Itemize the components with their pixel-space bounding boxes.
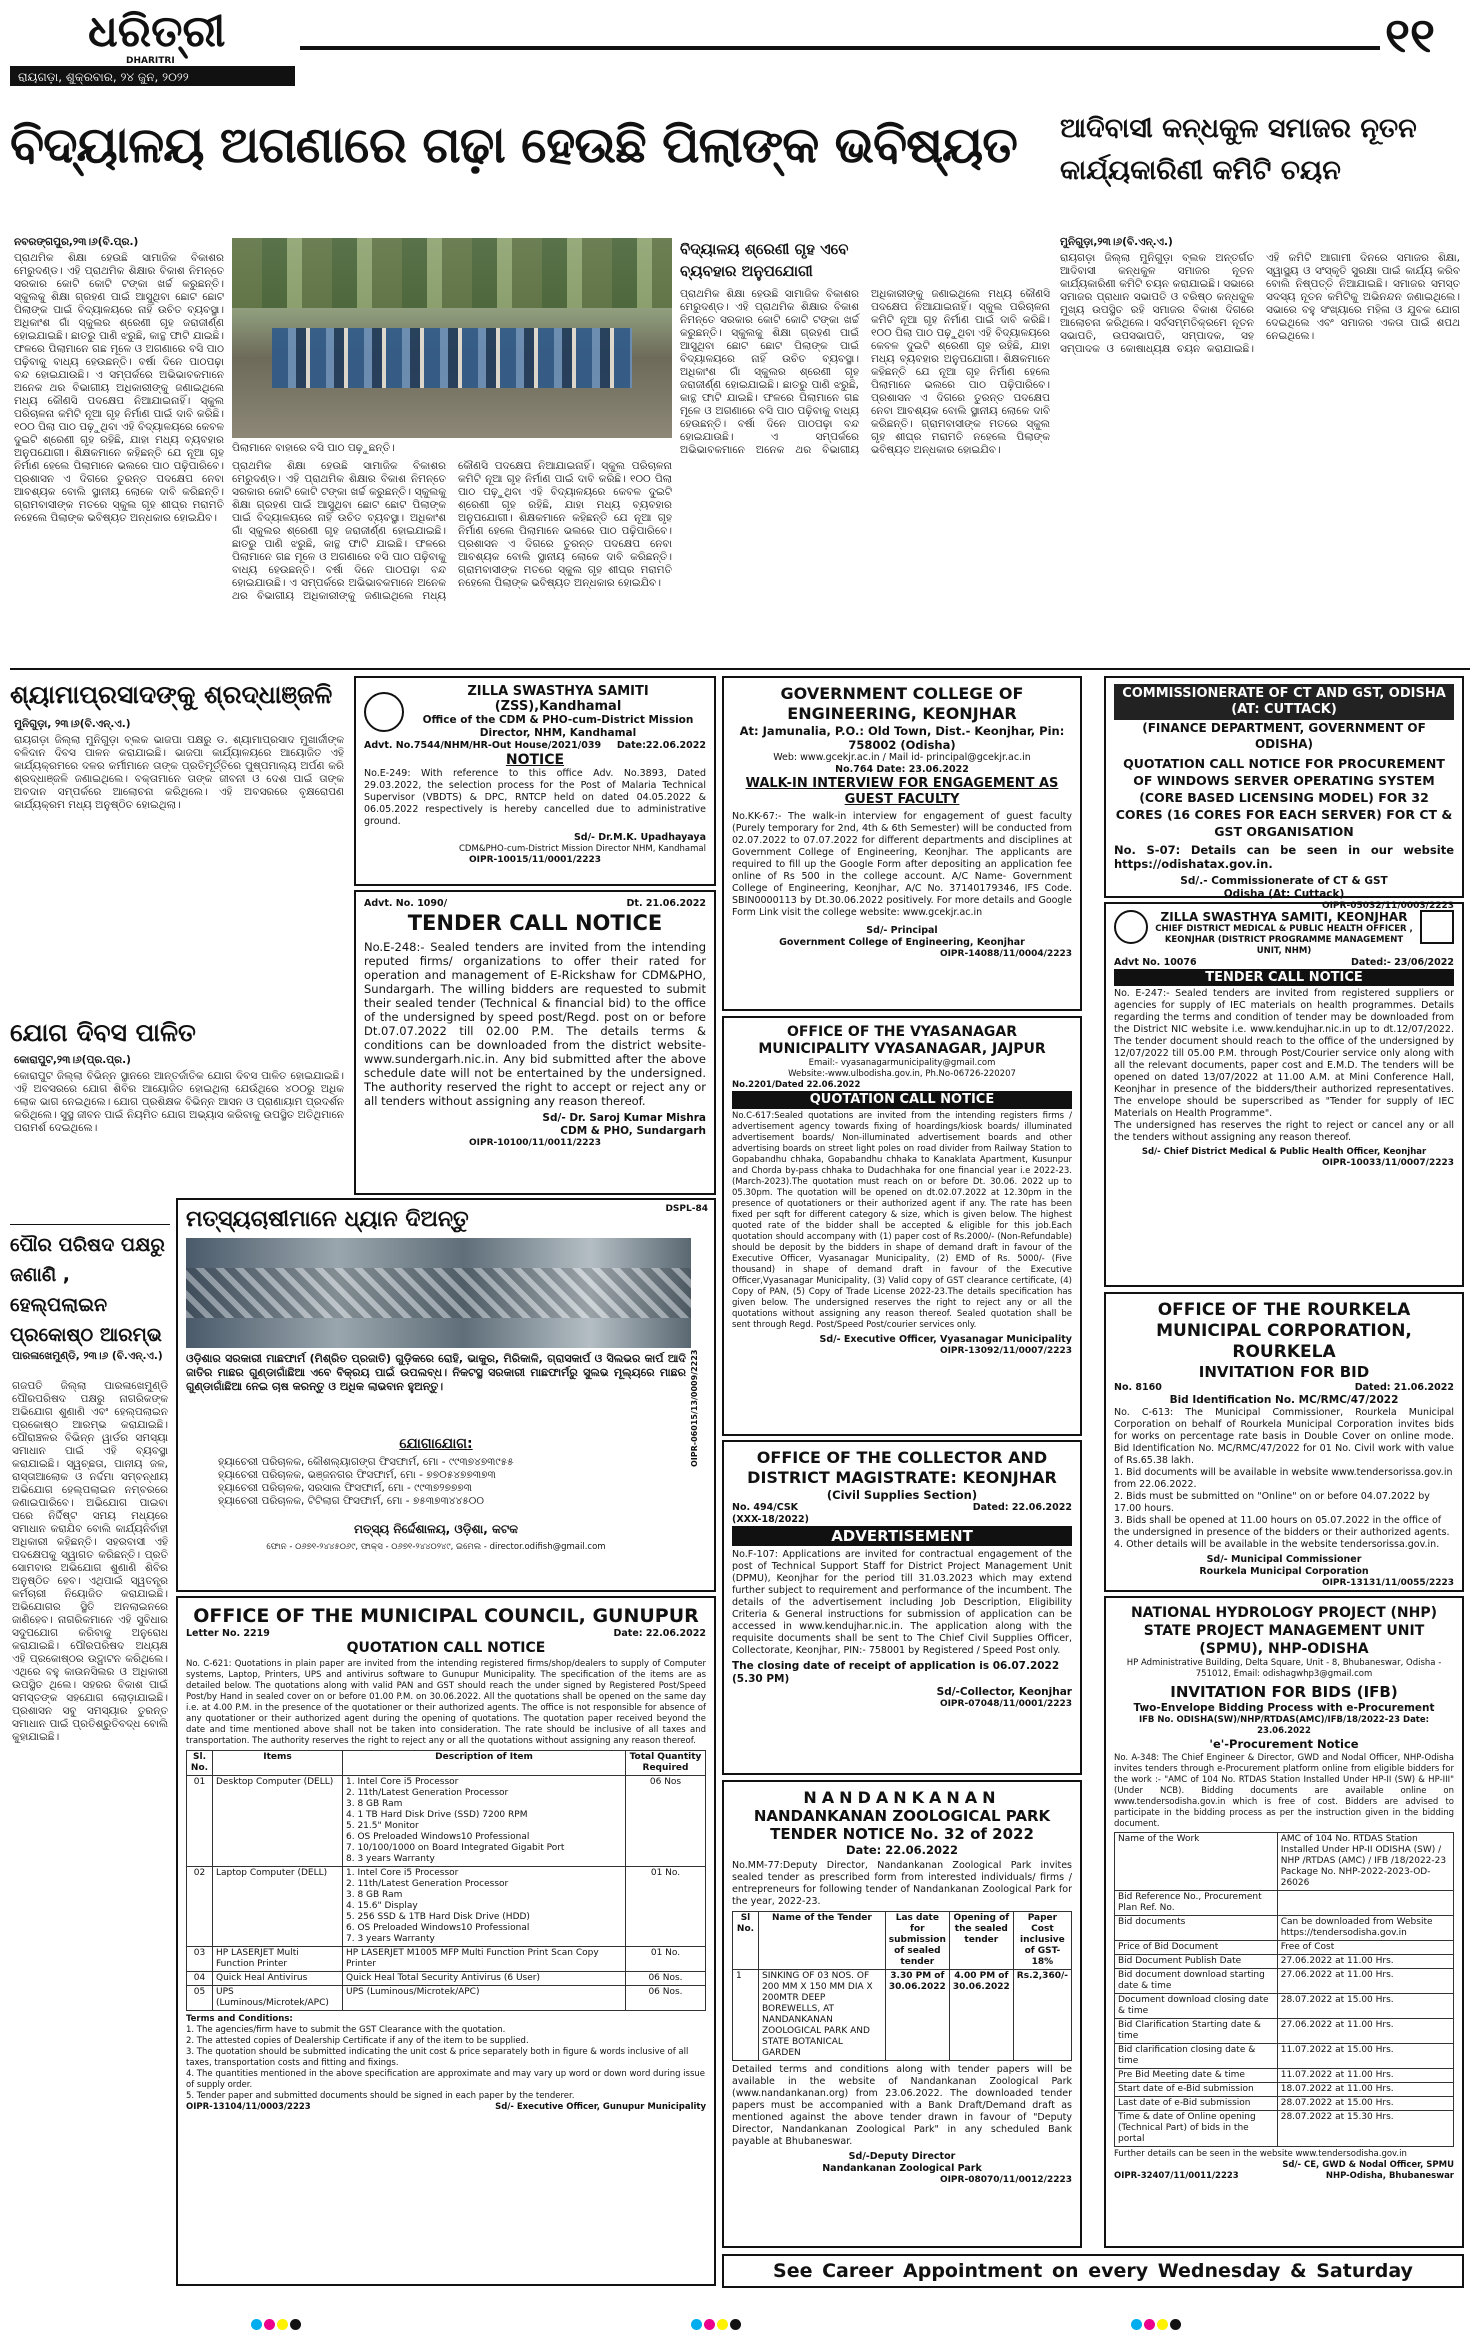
ad-ref: OIPR-08070/11/0012/2223 [939,2175,1072,2185]
divider [10,1224,170,1225]
table-cell: Free of Cost [1277,1941,1453,1955]
ad-nhp [1104,1596,1464,2248]
ad-sign2: Rourkela Municipal Corporation [1199,1566,1369,1577]
nhm-logo-icon [1420,910,1454,944]
table-cell: 01 No. [626,1947,706,1972]
registration-marks [250,2315,330,2334]
ad-title: OFFICE OF THE COLLECTOR AND DISTRICT MAGISTRATE: KEONJHAR [747,1448,1057,1487]
black-dot [290,2319,301,2330]
term-item: 1. The agencies/firm have to submit the GST Clearance with the quotation. [186,2025,506,2035]
lead-body-col3: ପ୍ରାଥମିକ ଶିକ୍ଷା ହେଉଛି ସାମାଜିକ ବିକାଶର ମେରୁଦଣ୍ଡ। ଏହି ପ୍ରାଥମିକ ଶିକ୍ଷାର ବିକାଶ ନିମନ୍ତେ ସରକାର କୋଟି କୋଟି ଟଙ୍କା ଖର୍ଚ୍ଚ କରୁଛନ୍ତି। ସ୍କୁଲକୁ ଶିକ୍ଷା ଗ୍ରହଣ ପାଇଁ ଆସୁଥିବା ଛୋଟ ଛୋଟ ପିଲାଙ୍କ ପାଇଁ ବିଦ୍ୟାଳୟରେ ନାହିଁ ଉଚିତ ବ୍ୟବସ୍ଥା। ଅଧିକାଂଶ ଗାଁ ସ୍କୁଲର ଶ୍ରେଣୀ ଗୃହ ଜରାଜୀର୍ଣ୍ଣ ହୋଇଯାଇଛି। ଛାତରୁ ପାଣି ଝରୁଛି, କାନ୍ଥ ଫାଟି ଯାଇଛି। ଫଳରେ ପିଲାମାନେ ଗଛ ମୂଳେ ଓ ଅଗଣାରେ ବସି ପାଠ ପଢ଼ିବାକୁ ବାଧ୍ୟ ହେଉଛନ୍ତି। ବର୍ଷା ଦିନେ ପାଠପଢ଼ା ବନ୍ଦ ହୋଇଯାଉଛି। ଏ ସମ୍ପର୍କରେ ଅଭିଭାବକମାନେ ଅନେକ ଥର ବିଭାଗୀୟ ଅଧିକାରୀଙ୍କୁ ଜଣାଇଥିଲେ ମଧ୍ୟ କୌଣସି ପଦକ୍ଷେପ ନିଆଯାଇନାହିଁ। ସ୍କୁଲ ପରିଚାଳନା କମିଟି ନୂଆ ଗୃହ ନିର୍ମାଣ ପାଇଁ ଦାବି କରିଛି। ୧୦୦ ପିଲା ପାଠ ପଢ଼ୁଥିବା ଏହି ବିଦ୍ୟାଳୟରେ କେବଳ ଦୁଇଟି ଶ୍ରେଣୀ ଗୃହ ରହିଛି, ଯାହା ମଧ୍ୟ ବ୍ୟବହାର ଅନୁପଯୋଗୀ। ଶିକ୍ଷକମାନେ କହିଛନ୍ତି ଯେ ନୂଆ ଗୃହ ନିର୍ମାଣ ହେଲେ ପିଲାମାନେ ଭଲରେ ପାଠ ପଢ଼ିପାରିବେ। ପ୍ରଶାସନ ଏ ଦିଗରେ ତୁରନ୍ତ ପଦକ୍ଷେପ ନେବା ଆବଶ୍ୟକ ବୋଲି ସ୍ଥାନୀୟ ଲୋକେ ଦାବି କରିଛନ୍ତି। ଗ୍ରାମବାସୀଙ୍କ ମତରେ ସ୍କୁଲ ଗୃହ ଶୀଘ୍ର ମରାମତି ନହେଲେ ପିଲାଙ୍କ ଭବିଷ୍ୟତ ଅନ୍ଧକାର ହୋଇଯିବ। [680,288,1050,456]
ad-body: ଓଡ଼ିଶାର ସରକାରୀ ମାଛଫାର୍ମ (ମିଶ୍ରିତ ପ୍ରଜାତି) ଗୁଡ଼ିକରେ ରୋହି, ଭାକୁର, ମିରିକାଳି, ଗ୍ରାସକାର୍ପ ଓ ସିଲଭର କାର୍ପ ଆଦି ଜାତିର ମାଛର ଗୁଣ୍ଡାଗାଁଛିଆ ଏବେ ବିକ୍ରୟ ପାଇଁ ଉପଲବ୍ଧ। ନିକଟସ୍ଥ ସରକାରୀ ମାଛଫାର୍ମରୁ ସୁଲଭ ମୂଲ୍ୟରେ ମାଛର ଗୁଣ୍ଡାଗାଁଛିଆ ନେଇ ଚାଷ କରନ୍ତୁ ଓ ଅଧିକ ଲାଭବାନ ହୁଅନ୍ତୁ। [186,1352,686,1393]
table-cell: 4.00 PM of 30.06.2022 [949,1970,1013,2061]
ad-letter: Letter No. 2219 [186,1628,270,1639]
table-header: Name of the Tender [759,1912,886,1970]
nandankanan-logo: NANDANKANAN [803,1788,1001,1807]
table-cell: 04 [187,1972,213,1986]
table-row [187,1867,706,1947]
ad-sign2: NHP-Odisha, Bhubaneswar [1325,2171,1454,2181]
registration-marks [690,2315,770,2334]
ad-body: No. E-247:- Sealed tenders are invited from registered suppliers or agencies for supply of IEC materials on health programmes. Details regarding the terms and condition of tender may be downloaded from the District NIC website i.e. www.kendujhar.nic.in up to dt.12/07/2022. The tender document should reach to the office of the undersigned by 12/07/2022 till 05.00 P.M. through Post/Courier service only along with all the relevant documents, paper cost and E.M.D. The tenders will be opened on dated 13/07/2022 at 11.00 A.M. at Mini Conference Hall, Keonjhar in presence of the bidders/their authorized representatives. The envelope should be superscribed as "Tender for supply of IEC Materials on Health Programme". [1114,988,1454,1119]
ad-sign: Sd/- Executive Officer, Gunupur Municipality [495,2102,706,2112]
ad-date: Dt. 21.06.2022 [626,898,706,909]
table-cell: Document download closing date & time [1115,1994,1278,2019]
table-cell: 06 Nos. [626,1972,706,1986]
ad-no: No. 8160 [1114,1382,1162,1393]
ad-no: No.2201/Dated 22.06.2022 [732,1080,861,1090]
emblem-icon [364,692,404,732]
table-cell: 06 Nos [626,1776,706,1867]
ad-title: OFFICE OF THE ROURKELA MUNICIPAL CORPORATION, ROURKELA [1156,1300,1412,1362]
ad-nandankanan [722,1780,1082,2248]
ad-body: No. C-621: Quotations in plain paper are invited from the intending registered firms/shop/dealers to supply of Computer systems, Laptop, Printers, UPS and antivirus software to Gunupur Municipality. The specification of the items are as detailed below. The quotations along with valid PAN and GST should reach the under signed by Registered Post/Speed Post/by Hand in sealed cover on or before 01.00 P.M. on 30.06.2022. All the quotations shall be opened on the same day i.e. at 4.00 P.M. in the presence of the quotationer or their authorized agents. The office is not responsible for absence of any quotationer or their authorized agent during the opening of quotations. The quotation paper received beyond the date and time mentioned above shall not be taken into consideration. The rate should be inclusive of all taxes and transportation. The authority reserves the right to reject any or all the quotations without assigning any reason thereof. [186,1659,706,1746]
ad-sign2: Government College of Engineering, Keonjhar [779,937,1025,948]
ad-sign2: CDM&PHO-cum-District Mission Director NHM, Kandhamal [459,844,706,854]
ad-no: No. 494/CSK [732,1502,799,1513]
table-cell: 11.07.2022 at 11.00 Hrs. [1277,2069,1453,2083]
ad-heading: INVITATION FOR BIDS (IFB) [1170,1683,1398,1701]
page-number: ୧୧ [1385,8,1436,64]
magenta-dot [264,2319,275,2330]
story3-dateline: କୋରାପୁଟ,୨୩।୬(ପ୍ର.ପ୍ର.) [14,1054,131,1066]
footer-banner [722,2254,1464,2288]
ad-sign: Sd/- Municipal Commissioner [1206,1554,1362,1565]
table-cell: Time & date of Online opening (Technical Part) of bids in the portal [1115,2111,1278,2147]
ad-closing: The closing date of receipt of application is 06.07.2022 (5.30 PM) [732,1660,1060,1685]
ad-ref: OIPR-32407/11/0011/2223 [1114,2171,1239,2181]
ad-body: No.F-107: Applications are invited for contractual engagement of the post of Technical Support Staff for District Project Management Unit (DPMU), Keonjhar for the period till 31.03.2023 which may extend further subject to requirement and performance of the incumbent. The details of the advertisement including Job Description, Eligibility Criteria & General instructions for submission of application can be accessed in www.kendujhar.nic.in. The application along with the requisite documents shall be sent to The Chief Civil Supplies Officer, Collectorate, Keonjhar, PIN:- 758001 by Registered / Speed Post only. [732,1549,1072,1656]
table-row [1115,1969,1454,1994]
ad-ref: OIPR-10015/11/0001/2223 [468,855,602,865]
ad-subtitle: (Civil Supplies Section) [826,1488,978,1502]
ad-body: No. S-07: Details can be seen in our website https://odishatax.gov.in. [1114,843,1454,871]
ad-title: OFFICE OF THE MUNICIPAL COUNCIL, GUNUPUR [193,1605,699,1627]
ad-body: No.MM-77:Deputy Director, Nandankanan Zoological Park invites sealed tender as prescribed form from interested individuals/ firms / entrepreneurs for following tender of Nandankanan Zoological Park for the year, 2022-23. [732,1860,1072,1907]
table-row [1115,2083,1454,2097]
table-cell: 28.07.2022 at 15.30 Hrs. [1277,2111,1453,2147]
dateline-bar [10,66,295,86]
table-header: Sl. No. [187,1751,213,1776]
table-cell: 27.06.2022 at 11.00 Hrs. [1277,1955,1453,1969]
ad-no: No.764 Date: 23.06.2022 [835,764,969,775]
dateline: ରାୟଗଡ଼ା, ଶୁକ୍ରବାର, ୨୪ ଜୁନ, ୨୦୨୨ [18,70,189,84]
table-cell: Start date of e-Bid submission [1115,2083,1278,2097]
ad-ref: OIPR-13131/11/0055/2223 [1321,1578,1454,1588]
lead-headline: ବିଦ୍ୟାଳୟ ଅଗଣାରେ ଗଢ଼ା ହେଉଛି ପିଲାଙ୍କ ଭବିଷ୍ୟତ [10,116,1017,174]
list-item: 1. Bid documents will be available in website www.tendersorissa.gov.in from 22.06.2022. [1114,1467,1453,1490]
table-row [187,1947,706,1972]
ad-web: Website:-www.ulbodisha.gov.in, Ph.No-06726-220207 [788,1069,1016,1079]
table-cell: Can be downloaded from Website https://tendersodisha.gov.in [1277,1916,1453,1941]
ad-ref: OIPR-10100/11/0011/2223 [468,1138,602,1148]
table-header: Sl No. [733,1912,759,1970]
ad-footer: Detailed terms and conditions along with tender papers will be available in the website of Nandankanan Zoological Park (www.nandankanan.org) from 23.06.2022. The downloaded tender papers must be accompanied with a Bank Draft/Demand draft as mentioned against the above tender drawn in favour of "Deputy Director, Nandankanan Zoological Park" in any scheduled Bank payable at Bhubaneswar. [732,2064,1072,2147]
ad-web: Web: www.gcekjr.ac.in / Mail id- principal@gcekjr.ac.in [773,752,1031,763]
table-header: Total Quantity Required [626,1751,706,1776]
table-header: Paper Cost inclusive of GST-18% [1013,1912,1071,1970]
ad-ref: OIPR-13092/11/0007/2223 [939,1346,1072,1356]
ad-sign: Sd/-Collector, Keonjhar [936,1686,1072,1698]
ad-heading: QUOTATION CALL NOTICE [732,1091,1072,1109]
ad-advt: Advt No. 10076 [1114,957,1197,968]
ad-zss-kandhamal [354,676,716,886]
table-cell: 02 [187,1867,213,1947]
table-row [187,1776,706,1867]
tender-table [732,1911,1072,2061]
contact-line: ହ୍ୟାଚେରୀ ପରିଚାଳକ, ଟିଟିଲାଗ ଫିସଫାର୍ମ, ମୋ - ୭୫୩୭୩୪୪୫୦୦ [218,1495,484,1507]
table-row [1115,1833,1454,1891]
bid-table [1114,1832,1454,2147]
lead-subhead: ବିଦ୍ୟାଳୟ ଶ୍ରେଣୀ ଗୃହ ଏବେ ବ୍ୟବହାର ଅନୁପଯୋଗୀ [680,240,849,280]
contact-line: ହ୍ୟାଚେରୀ ପରିଚାଳକ, କୌଶଲ୍ୟାଗଙ୍ଗ ଫିସଫାର୍ମ, ମୋ - ୯୯୩୭୪୭୩୯୫୫ [218,1456,514,1468]
cyan-dot [251,2319,262,2330]
ad-title: ZILLA SWASTHYA SAMITI, KEONJHAR [1160,910,1408,924]
ad-gunupur [176,1596,716,2286]
table-row [187,1986,706,2011]
ad-heading: QUOTATION CALL NOTICE [346,1640,546,1656]
table-cell: 01 [187,1776,213,1867]
table-cell: Bid Document Publish Date [1115,1955,1278,1969]
story2-headline: ଶ୍ୟାମାପ୍ରସାଦଙ୍କୁ ଶ୍ରଦ୍ଧାଞ୍ଜଳି [10,680,333,709]
ad-no2: (XXX-18/2022) [732,1514,809,1525]
divider [10,668,1470,670]
table-cell: 28.07.2022 at 15.00 Hrs. [1277,1994,1453,2019]
yellow-dot [1157,2319,1168,2330]
table-cell: 1. Intel Core i5 Processor 2. 11th/Latest Generation Processor 3. 8 GB Ram 4. 15.6" Display 5. 256 SSD & 1TB Hard Disk Drive (HDD) 6. OS Preloaded Windows10 Professional 7. 3 years Warranty [343,1867,626,1947]
ad-heading: ମତ୍ସ୍ୟଚାଷୀମାନେ ଧ୍ୟାନ ଦିଅନ୍ତୁ [186,1207,469,1232]
table-cell: Bid Clarification Starting date & time [1115,2019,1278,2044]
term-item: 5. Tender paper and submitted documents should be signed in each paper by the tenderer. [186,2091,575,2101]
fish-photo [186,1238,691,1348]
ad-collector-keonjhar [722,1440,1082,1775]
ad-sign: Sd/- Principal [866,925,938,936]
contact-line: ହ୍ୟାଚେରୀ ପରିଚାଳକ, ଭଞ୍ଜନଗର ଫିସଫାର୍ମ, ମୋ - ୭୭୦୫୪୭୭୩୭୩ [218,1469,496,1481]
table-row [1115,2069,1454,2083]
ad-fisheries [176,1198,716,1592]
table-cell: 27.06.2022 at 11.00 Hrs. [1277,2019,1453,2044]
side-headline: ଆଦିବାସୀ କନ୍ଧକୁଳ ସମାଜର ନୂତନ କାର୍ଯ୍ୟକାରିଣୀ କମିଟି ଚୟନ [1060,113,1417,186]
ad-ctgst [1104,676,1464,911]
lead-photo [232,238,672,438]
table-cell: Pre Bid Meeting date & time [1115,2069,1278,2083]
story4-headline: ପୌର ପରିଷଦ ପକ୍ଷରୁ ଜଣାଣି , ହେଲ୍ପଲାଇନ ପ୍ରକୋଷ୍ଠ ଆରମ୍ଭ [10,1234,165,1346]
table-row [1115,2111,1454,2147]
emblem-icon [1114,910,1148,944]
ad-title: OFFICE OF THE VYASANAGAR MUNICIPALITY VYASANAGAR, JAJPUR [758,1024,1046,1057]
contact-line: ହ୍ୟାଚେରୀ ପରିଚାଳକ, ସରସାଲ ଫିସଫାର୍ମ, ମୋ - ୯୯୩୭୨୭୭୭୩ [218,1482,472,1494]
ad-heading: ADVERTISEMENT [732,1526,1072,1546]
table-row [1115,1891,1454,1916]
table-cell: AMC of 104 No. RTDAS Station Installed Under HP-II ODISHA (SW) / NHP /RTDAS (AMC) / IFB /18/2022-23 Package No. NHP-2022-2023-OD-26026 [1277,1833,1453,1891]
table-cell [1277,1891,1453,1916]
ad-issuer: ମତ୍ସ୍ୟ ନିର୍ଦ୍ଦେଶାଳୟ, ଓଡ଼ିଶା, କଟକ [353,1522,519,1536]
ad-ifb: IFB No. ODISHA(SW)/NHP/RTDAS(AMC)/IFB/18/2022-23 Date: 23.06.2022 [1138,1715,1430,1736]
ad-sign: Sd/- Chief District Medical & Public Health Officer, Keonjhar [1141,1147,1427,1157]
ad-bid-id: Bid Identification No. MC/RMC/47/2022 [1169,1394,1399,1406]
table-cell: 01 No. [626,1867,706,1947]
ad-subtitle: CHIEF DISTRICT MEDICAL & PUBLIC HEALTH OFFICER , KEONJHAR (DISTRICT PROGRAMME MANAGEMENT UNIT, NHM) [1155,924,1413,956]
table-header: Opening of the sealed tender [949,1912,1013,1970]
black-dot [1170,2319,1181,2330]
table-row [1115,1994,1454,2019]
ad-body: No. C-613: The Municipal Commissioner, Rourkela Municipal Corporation on behalf of Rourkela Municipal Corporation invites bids for works on percentage rate basis in Double Cover on online mode. Bid Identification No. MC/RMC/47/2022 for 01 No. Civil work with value of Rs.65.38 lakh. [1114,1407,1454,1466]
ad-title: COMMISSIONERATE OF CT AND GST, ODISHA (AT: CUTTACK) [1114,684,1454,720]
table-cell: Quick Heal Antivirus [213,1972,343,1986]
ad-date: Date: 22.06.2022 [613,1628,706,1639]
ad-title: NATIONAL HYDROLOGY PROJECT (NHP) STATE PROJECT MANAGEMENT UNIT (SPMU), NHP-ODISHA [1130,1605,1438,1657]
magenta-dot [704,2319,715,2330]
ad-sign2: Nandankanan Zoological Park [822,2163,982,2174]
table-header: Items [213,1751,343,1776]
table-cell: 28.07.2022 at 15.00 Hrs. [1277,2097,1453,2111]
table-cell: 3.30 PM of 30.06.2022 [885,1970,949,2061]
masthead-logo: ଧରିତ୍ରୀ [88,6,226,57]
table-cell: UPS (Luminous/Microtek/APC) [343,1986,626,2011]
ad-body2: The undersigned has reserves the right to reject or cancel any or all the tenders without assigning any reason thereof. [1114,1120,1454,1143]
ad-date: Dated:- 23/06/2022 [1351,957,1454,968]
ad-sign: Sd/- Dr. Saroj Kumar Mishra [542,1112,706,1124]
terms-heading: Terms and Conditions: [186,2014,293,2024]
ad-ref: OIPR-05032/11/0003/2223 [1321,901,1454,911]
side-body: ରାୟଗଡ଼ା ଜିଲ୍ଲା ମୁନିଗୁଡ଼ା ବ୍ଲକ ଅନ୍ତର୍ଗତ ଆଦିବାସୀ କନ୍ଧକୁଳ ସମାଜର ନୂତନ କାର୍ଯ୍ୟକାରିଣୀ କମିଟି ଚୟନ କରାଯାଇଛି। ସଭାରେ ସମାଜର ପ୍ରାଧାନ ସଭାପତି ଓ ବରିଷ୍ଠ କନ୍ଧକୁଳ ମୁଖ୍ୟ ଉପସ୍ଥିତ ରହି ସମାଜର ବିକାଶ ଦିଗରେ ଆଲୋଚନା କରିଥିଲେ। ସର୍ବସମ୍ମତିକ୍ରମେ ନୂତନ ସଭାପତି, ଉପସଭାପତି, ସମ୍ପାଦକ, ସହ ସମ୍ପାଦକ ଓ କୋଷାଧ୍ୟକ୍ଷ ଚୟନ କରାଯାଇଛି। ଏହି କମିଟି ଆଗାମୀ ଦିନରେ ସମାଜର ଶିକ୍ଷା, ସ୍ୱାସ୍ଥ୍ୟ ଓ ସଂସ୍କୃତି ସୁରକ୍ଷା ପାଇଁ କାର୍ଯ୍ୟ କରିବ ବୋଲି ନିଷ୍ପତ୍ତି ନିଆଯାଇଛି। ସମାଜର ସମସ୍ତ ସଦସ୍ୟ ନୂତନ କମିଟିକୁ ଅଭିନନ୍ଦନ ଜଣାଇଥିଲେ। ସଭାରେ ବହୁ ସଂଖ୍ୟାରେ ମହିଳା ଓ ଯୁବକ ଯୋଗ ଦେଇଥିଲେ ଏବଂ ସମାଜର ଏକତା ପାଇଁ ଶପଥ ନେଇଥିଲେ। [1060,252,1460,355]
table-cell: Desktop Computer (DELL) [213,1776,343,1867]
ad-ref: OIPR-13104/11/0003/2223 [186,2102,311,2112]
table-cell: Quick Heal Total Security Antivirus (6 User) [343,1972,626,1986]
lead-body-col1: ପ୍ରାଥମିକ ଶିକ୍ଷା ହେଉଛି ସାମାଜିକ ବିକାଶର ମେରୁଦଣ୍ଡ। ଏହି ପ୍ରାଥମିକ ଶିକ୍ଷାର ବିକାଶ ନିମନ୍ତେ ସରକାର କୋଟି କୋଟି ଟଙ୍କା ଖର୍ଚ୍ଚ କରୁଛନ୍ତି। ସ୍କୁଲକୁ ଶିକ୍ଷା ଗ୍ରହଣ ପାଇଁ ଆସୁଥିବା ଛୋଟ ଛୋଟ ପିଲାଙ୍କ ପାଇଁ ବିଦ୍ୟାଳୟରେ ନାହିଁ ଉଚିତ ବ୍ୟବସ୍ଥା। ଅଧିକାଂଶ ଗାଁ ସ୍କୁଲର ଶ୍ରେଣୀ ଗୃହ ଜରାଜୀର୍ଣ୍ଣ ହୋଇଯାଇଛି। ଛାତରୁ ପାଣି ଝରୁଛି, କାନ୍ଥ ଫାଟି ଯାଇଛି। ଫଳରେ ପିଲାମାନେ ଗଛ ମୂଳେ ଓ ଅଗଣାରେ ବସି ପାଠ ପଢ଼ିବାକୁ ବାଧ୍ୟ ହେଉଛନ୍ତି। ବର୍ଷା ଦିନେ ପାଠପଢ଼ା ବନ୍ଦ ହୋଇଯାଉଛି। ଏ ସମ୍ପର୍କରେ ଅଭିଭାବକମାନେ ଅନେକ ଥର ବିଭାଗୀୟ ଅଧିକାରୀଙ୍କୁ ଜଣାଇଥିଲେ ମଧ୍ୟ କୌଣସି ପଦକ୍ଷେପ ନିଆଯାଇନାହିଁ। ସ୍କୁଲ ପରିଚାଳନା କମିଟି ନୂଆ ଗୃହ ନିର୍ମାଣ ପାଇଁ ଦାବି କରିଛି। ୧୦୦ ପିଲା ପାଠ ପଢ଼ୁଥିବା ଏହି ବିଦ୍ୟାଳୟରେ କେବଳ ଦୁଇଟି ଶ୍ରେଣୀ ଗୃହ ରହିଛି, ଯାହା ମଧ୍ୟ ବ୍ୟବହାର ଅନୁପଯୋଗୀ। ଶିକ୍ଷକମାନେ କହିଛନ୍ତି ଯେ ନୂଆ ଗୃହ ନିର୍ମାଣ ହେଲେ ପିଲାମାନେ ଭଲରେ ପାଠ ପଢ଼ିପାରିବେ। ପ୍ରଶାସନ ଏ ଦିଗରେ ତୁରନ୍ତ ପଦକ୍ଷେପ ନେବା ଆବଶ୍ୟକ ବୋଲି ସ୍ଥାନୀୟ ଲୋକେ ଦାବି କରିଛନ୍ତି। ଗ୍ରାମବାସୀଙ୍କ ମତରେ ସ୍କୁଲ ଗୃହ ଶୀଘ୍ର ମରାମତି ନହେଲେ ପିଲାଙ୍କ ଭବିଷ୍ୟତ ଅନ୍ଧକାର ହୋଇଯିବ। [14,252,224,524]
ad-body: No. A-348: The Chief Engineer & Director, GWD and Nodal Officer, NHP-Odisha invites tenders through e-Procurement platform online from eligible bidders for the work :- "AMC of 104 No. RTDAS Station Installed Under HP-II (SW) & HP-III" (Under NCB). Bidding documents are available online on www.tendersodisha.gov.in which is free of cost. Bidders are advised to participate in the bidding process as per the instruction given in the bidding document. [1114,1753,1454,1829]
table-cell: 18.07.2022 at 11.00 Hrs. [1277,2083,1453,2097]
ad-rourkela [1104,1292,1464,1592]
side-dateline: ମୁନିଗୁଡ଼ା,୨୩।୬(ବି.ଏନ୍.ଏ.) [1060,236,1173,248]
masthead-rule [300,46,1380,50]
masthead [10,6,1470,88]
yellow-dot [717,2319,728,2330]
masthead-logo-sub: DHARITRI [126,56,175,66]
ad-heading: NOTICE [505,752,565,768]
ad-sign: Sd/.- Commissionerate of CT & GST [1180,875,1388,887]
ad-subtitle: Office of the CDM & PHO-cum-District Mission Director, NHM, Kandhamal [422,714,694,739]
ad-title: ZILLA SWASTHYA SAMITI (ZSS),Kandhamal [467,684,649,714]
table-header: Description of Item [343,1751,626,1776]
ad-ref: OIPR-07048/11/0001/2223 [939,1699,1072,1709]
table-cell: 11.07.2022 at 15.00 Hrs. [1277,2044,1453,2069]
lead-photo-caption: ପିଲାମାନେ ବାହାରେ ବସି ପାଠ ପଢ଼ୁଛନ୍ତି। [232,442,395,454]
ad-sign: Sd/- Executive Officer, Vyasanagar Municipality [819,1334,1072,1345]
term-item: 2. The attested copies of Dealership Certificate if any of the item to be supplied. [186,2036,529,2046]
table-cell: 1 [733,1970,759,2061]
table-row [1115,1916,1454,1941]
table-header: Las date for submission of sealed tender [885,1912,949,1970]
story4-dateline: ପାରଳାଖେମୁଣ୍ଡି, ୨୩।୬ (ବି.ଏନ୍.ଏ.) [12,1350,163,1362]
story2-dateline: ମୁନିଗୁଡ଼ା, ୨୩।୬(ବି.ଏନ୍.ଏ.) [14,718,131,730]
table-row [187,1972,706,1986]
terms-list [186,2025,706,2102]
ad-body: No.KK-67:- The walk-in interview for engagement of guest faculty (Purely temporary for 2nd, 4th & 6th Semester) will be conducted from 02.07.2022 to 07.07.2022 for different departments and disciplines at Government College of Engineering, Keonjhar. The applicants are required to fill up the Google Form after depositing an application fee online of Rs 500 in the college account. A/C Name- Government College of Engineering, Keonjhar, A/C No. 37140179346, IFS Code. SBIN0000113 by Dt.30.06.2022 positively. For more details and Google Form Link visit the college website: www.gcekjr.ac.in [732,811,1072,918]
table-cell: Laptop Computer (DELL) [213,1867,343,1947]
ad-contact-heading: ଯୋଗାଯୋଗ: [399,1436,473,1452]
ad-sign: Sd/- Dr.M.K. Upadhayaya [573,832,706,843]
table-cell: 27.06.2022 at 11.00 Hrs. [1277,1969,1453,1994]
table-cell: Bid clarification closing date & time [1115,2044,1278,2069]
items-table [186,1750,706,2011]
table-cell: Bid document download starting date & time [1115,1969,1278,1994]
table-row [1115,2019,1454,2044]
ad-sign2: CDM & PHO, Sundargarh [560,1125,706,1137]
list-item: 2. Bids must be submitted on "Online" on or before 04.07.2022 by 17.00 hours. [1114,1491,1430,1514]
ad-code: DSPL-84 [665,1204,708,1214]
story4-body: ଗଜପତି ଜିଲ୍ଲା ପାରଳାଖେମୁଣ୍ଡି ପୌରପରିଷଦ ପକ୍ଷରୁ ନାଗରିକଙ୍କ ଅଭିଯୋଗ ଶୁଣାଣି ଏବଂ ହେଲ୍ପଲାଇନ ପ୍ରକୋଷ୍ଠ ଆରମ୍ଭ କରାଯାଇଛି। ପୌରାଞ୍ଚଳର ବିଭିନ୍ନ ୱାର୍ଡର ସମସ୍ୟା ସମାଧାନ ପାଇଁ ଏହି ବ୍ୟବସ୍ଥା କରାଯାଇଛି। ସ୍ୱଚ୍ଛତା, ପାନୀୟ ଜଳ, ରାସ୍ତାଆଲୋକ ଓ ନର୍ଦ୍ଦମା ସମ୍ବନ୍ଧୀୟ ଅଭିଯୋଗ ହେଲ୍ପଲାଇନ ନମ୍ବରରେ ଜଣାଇପାରିବେ। ଅଭିଯୋଗ ପାଇବା ପରେ ନିର୍ଦ୍ଦିଷ୍ଟ ସମୟ ମଧ୍ୟରେ ସମାଧାନ କରାଯିବ ବୋଲି କାର୍ଯ୍ୟନିର୍ବାହୀ ଅଧିକାରୀ କହିଛନ୍ତି। ସହରବାସୀ ଏହି ପଦକ୍ଷେପକୁ ସ୍ୱାଗତ କରିଛନ୍ତି। ପ୍ରତି ସୋମବାର ଅଭିଯୋଗ ଶୁଣାଣି ଶିବିର ଅନୁଷ୍ଠିତ ହେବ। ଏଥିପାଇଁ ସ୍ୱତନ୍ତ୍ର କର୍ମଚାରୀ ନିୟୋଜିତ କରାଯାଇଛି। ଅଭିଯୋଗର ସ୍ଥିତି ଅନଲାଇନରେ ଜାଣିହେବ। ନାଗରିକମାନେ ଏହି ସୁବିଧାର ସଦୁପଯୋଗ କରିବାକୁ ଅନୁରୋଧ କରାଯାଇଛି। ପୌରପରିଷଦ ଅଧ୍ୟକ୍ଷ ଏହି ପ୍ରକୋଷ୍ଠର ଉଦ୍ଘାଟନ କରିଥିଲେ। ଏଥିରେ ବହୁ କାଉନସିଲର ଓ ଅଧିକାରୀ ଉପସ୍ଥିତ ଥିଲେ। ସହରର ବିକାଶ ପାଇଁ ସମସ୍ତଙ୍କ ସହଯୋଗ ଲୋଡ଼ାଯାଇଛି। ପ୍ରଶାସନ ସବୁ ସମସ୍ୟାର ତୁରନ୍ତ ସମାଧାନ ପାଇଁ ପ୍ରତିଶ୍ରୁତିବଦ୍ଧ ବୋଲି କୁହାଯାଇଛି। [12,1380,168,1743]
table-row [1115,2097,1454,2111]
table-row [1115,1955,1454,1969]
ad-footer: Further details can be seen in the website www.tendersodisha.gov.in [1114,2149,1407,2159]
ad-date: Date:22.06.2022 [616,740,706,751]
table-cell: 1. Intel Core i5 Processor 2. 11th/Latest Generation Processor 3. 8 GB Ram 4. 1 TB Hard Disk Drive (SSD) 7200 RPM 5. 21.5" Monitor 6. OS Preloaded Windows10 Professional 7. 10/100/1000 on Board Integrated Gigabit Port 8. 3 years Warranty [343,1776,626,1867]
ad-email: Email:- vyasanagarmunicipality@gmail.com [808,1058,996,1068]
ad-title: GOVERNMENT COLLEGE OF ENGINEERING, KEONJHAR [780,684,1024,723]
table-cell: Bid documents [1115,1916,1278,1941]
table-cell: HP LASERJET Multi Function Printer [213,1947,343,1972]
ad-sign: Sd/-Deputy Director [848,2151,956,2162]
registration-marks [1130,2315,1210,2334]
ad-eproc: 'e'-Procurement Notice [1209,1737,1359,1751]
magenta-dot [1144,2319,1155,2330]
ad-subtitle: (FINANCE DEPARTMENT, GOVERNMENT OF ODISHA) [1142,721,1426,751]
ad-sundargarh [354,890,716,1195]
term-item: 4. The quantities mentioned in the above specification are approximate and may vary up word or down word during issue of supply order. [186,2069,706,2090]
table-row [733,1970,1072,2061]
ad-date: Dated: 21.06.2022 [1354,1382,1454,1393]
cyan-dot [691,2319,702,2330]
ad-subtitle: Two-Envelope Bidding Process with e-Procurement [1133,1702,1435,1714]
ad-body: No.C-617:Sealed quotations are invited from the intending registers firms / advertisement agency towards fixing of hoardings/kiosk boards/ illuminated advertisement boards/ Non-illuminated advertisement boards and other advertising boards on street light poles on road divider from Railway Station to Gopabandhu chhaka, Gopabandhu chhaka to Kanaklata Apartment, Kusunpur and Chorda by-pass chhaka to Dudachhaka for one financial year i.e 2022-23.(March-2023).The quotation must reach on or before Dt. 30.06. 2022 up to 05.30pm. The quotation will be opened on dt.02.07.2022 at 12.30pm in the presence of quotationers or their authorized agent if any. The rate has been fixed per sqft for different category & size, which is given below. The highest quoted rate of the bidder shall be accepted & eligible for this job.Each quotation should accompany with (1) paper cost of Rs.2000/- (Non-Refundable) should be deposit by the bidders in shape of demand draft in favour of the Executive Officer, Vyasanagar Municipality, (2) EMD of Rs. 5000/- (Five thousand) in shape of demand draft in favour of the Executive Officer,Vyasanagar Municipality, (3) Valid copy of GST clearance certificate, (4) Copy of PAN, (5) Copy of Trade License 2022-23.The details specification has given below. The undersigned reserves the right to reject any or all the quotations without assigning any reason thereof. Sealed quotation shall be sent through Regd. Post/Speed Post/courier services only. [732,1111,1072,1330]
table-cell: 03 [187,1947,213,1972]
ad-contacts [218,1456,688,1508]
ad-ref: OIPR-06015/13/0009/2223 [690,1350,699,1468]
yellow-dot [277,2319,288,2330]
ad-body: No.E-248:- Sealed tenders are invited from the intending reputed firms/ organizations to offer their rated for operation and management of E-Rickshaw for CDM&PHO, Sundargarh. The willing bidders are requested to submit their sealed tender (Technical & financial bid) to the office of the undersigned by speed post/Regd. post on or before Dt.07.07.2022 till 02.00 P.M. The details terms & conditions can be downloaded from the district website- www.sundergarh.nic.in. Any bid submitted after the above schedule date will not be entertained by the undersigned. The authority reserved the right to accept or reject any or all tenders without assigning any reason thereof. [364,940,706,1108]
ad-heading: TENDER CALL NOTICE [1114,969,1454,986]
footer-banner-text: See Career Appointment on every Wednesday & Saturday [773,2260,1413,2282]
ad-heading: TENDER CALL NOTICE [407,911,663,935]
ad-sign: Sd/- CE, GWD & Nodal Officer, SPMU [1282,2160,1454,2170]
cyan-dot [1131,2319,1142,2330]
lead-body-col2: ପ୍ରାଥମିକ ଶିକ୍ଷା ହେଉଛି ସାମାଜିକ ବିକାଶର ମେରୁଦଣ୍ଡ। ଏହି ପ୍ରାଥମିକ ଶିକ୍ଷାର ବିକାଶ ନିମନ୍ତେ ସରକାର କୋଟି କୋଟି ଟଙ୍କା ଖର୍ଚ୍ଚ କରୁଛନ୍ତି। ସ୍କୁଲକୁ ଶିକ୍ଷା ଗ୍ରହଣ ପାଇଁ ଆସୁଥିବା ଛୋଟ ଛୋଟ ପିଲାଙ୍କ ପାଇଁ ବିଦ୍ୟାଳୟରେ ନାହିଁ ଉଚିତ ବ୍ୟବସ୍ଥା। ଅଧିକାଂଶ ଗାଁ ସ୍କୁଲର ଶ୍ରେଣୀ ଗୃହ ଜରାଜୀର୍ଣ୍ଣ ହୋଇଯାଇଛି। ଛାତରୁ ପାଣି ଝରୁଛି, କାନ୍ଥ ଫାଟି ଯାଇଛି। ଫଳରେ ପିଲାମାନେ ଗଛ ମୂଳେ ଓ ଅଗଣାରେ ବସି ପାଠ ପଢ଼ିବାକୁ ବାଧ୍ୟ ହେଉଛନ୍ତି। ବର୍ଷା ଦିନେ ପାଠପଢ଼ା ବନ୍ଦ ହୋଇଯାଉଛି। ଏ ସମ୍ପର୍କରେ ଅଭିଭାବକମାନେ ଅନେକ ଥର ବିଭାଗୀୟ ଅଧିକାରୀଙ୍କୁ ଜଣାଇଥିଲେ ମଧ୍ୟ କୌଣସି ପଦକ୍ଷେପ ନିଆଯାଇନାହିଁ। ସ୍କୁଲ ପରିଚାଳନା କମିଟି ନୂଆ ଗୃହ ନିର୍ମାଣ ପାଇଁ ଦାବି କରିଛି। ୧୦୦ ପିଲା ପାଠ ପଢ଼ୁଥିବା ଏହି ବିଦ୍ୟାଳୟରେ କେବଳ ଦୁଇଟି ଶ୍ରେଣୀ ଗୃହ ରହିଛି, ଯାହା ମଧ୍ୟ ବ୍ୟବହାର ଅନୁପଯୋଗୀ। ଶିକ୍ଷକମାନେ କହିଛନ୍ତି ଯେ ନୂଆ ଗୃହ ନିର୍ମାଣ ହେଲେ ପିଲାମାନେ ଭଲରେ ପାଠ ପଢ଼ିପାରିବେ। ପ୍ରଶାସନ ଏ ଦିଗରେ ତୁରନ୍ତ ପଦକ୍ଷେପ ନେବା ଆବଶ୍ୟକ ବୋଲି ସ୍ଥାନୀୟ ଲୋକେ ଦାବି କରିଛନ୍ତି। ଗ୍ରାମବାସୀଙ୍କ ମତରେ ସ୍କୁଲ ଗୃହ ଶୀଘ୍ର ମରାମତି ନହେଲେ ପିଲାଙ୍କ ଭବିଷ୍ୟତ ଅନ୍ଧକାର ହୋଇଯିବ। [232,460,672,602]
ad-gce-keonjhar [722,676,1082,1011]
ad-body: No.E-249: With reference to this office Adv. No.3893, Dated 29.03.2022, the selection process for the Post of Malaria Technical Supervisor (VBDTS) & DPC, RNTCP held on dated 04.05.2022 & 06.05.2022 respectively is hereby cancelled due to administrative ground. [364,768,706,827]
story3-body: କୋରାପୁଟ ଜିଲ୍ଲା ବିଭିନ୍ନ ସ୍ଥାନରେ ଆନ୍ତର୍ଜାତିକ ଯୋଗ ଦିବସ ପାଳିତ ହୋଇଯାଇଛି। ଏହି ଅବସରରେ ଯୋଗ ଶିବିର ଆୟୋଜିତ ହୋଇଥିଲା ଯେଉଁଥିରେ ୪୦୦ରୁ ଅଧିକ ଲୋକ ଭାଗ ନେଇଥିଲେ। ଯୋଗ ପ୍ରଶିକ୍ଷକ ବିଭିନ୍ନ ଆସନ ଓ ପ୍ରାଣାୟାମ ପ୍ରଦର୍ଶନ କରିଥିଲେ। ସୁସ୍ଥ ଜୀବନ ପାଇଁ ନିୟମିତ ଯୋଗ ଅଭ୍ୟାସ କରିବାକୁ ଉପସ୍ଥିତ ଅତିଥିମାନେ ପରାମର୍ଶ ଦେଇଥିଲେ। [14,1070,344,1134]
ad-advt: Advt. No. 1090/ [364,898,448,909]
table-row [1115,2044,1454,2069]
ad-date: Dated: 22.06.2022 [972,1502,1072,1513]
ad-ref: OIPR-10033/11/0007/2223 [1321,1158,1454,1168]
ad-zss-keonjhar [1104,902,1464,1287]
table-cell: Rs.2,360/- [1013,1970,1071,2061]
ad-footer: ଫୋନ - ୦୬୭୧-୨୪୪୫୦୬୯, ଫାକ୍ସ - ୦୬୭୧-୨୪୪୦୨୪୯, ଇମେଲ - director.odifish@gmail.com [266,1542,606,1552]
ad-heading: WALK-IN INTERVIEW FOR ENGAGEMENT AS GUEST FACULTY [745,776,1059,807]
table-row [1115,1941,1454,1955]
ad-heading: INVITATION FOR BID [1198,1363,1370,1381]
ad-sign2: Odisha (At: Cuttack) [1223,888,1345,900]
story2-body: ରାୟଗଡ଼ା ଜିଲ୍ଲା ମୁନିଗୁଡ଼ା ବ୍ଲକ ଭାଜପା ପକ୍ଷରୁ ଡ. ଶ୍ୟାମାପ୍ରସାଦ ମୁଖାର୍ଜୀଙ୍କ ବଳିଦାନ ଦିବସ ପାଳନ କରାଯାଇଛି। ଭାଜପା କାର୍ଯ୍ୟାଳୟରେ ଆୟୋଜିତ ଏହି କାର୍ଯ୍ୟକ୍ରମରେ ଦଳର କର୍ମୀମାନେ ତାଙ୍କ ପ୍ରତିମୂର୍ତ୍ତିରେ ପୁଷ୍ପମାଲ୍ୟ ଅର୍ପଣ କରି ଶ୍ରଦ୍ଧାଞ୍ଜଳି ଜଣାଇଥିଲେ। ବକ୍ତାମାନେ ତାଙ୍କ ଜୀବନୀ ଓ ଦେଶ ପାଇଁ ତାଙ୍କ ଅବଦାନ ସମ୍ପର୍କରେ ଆଲୋଚନା କରିଥିଲେ। ଏହି ଅବସରରେ ବୃକ୍ଷରୋପଣ କାର୍ଯ୍ୟକ୍ରମ ମଧ୍ୟ ଅନୁଷ୍ଠିତ ହୋଇଥିଲା। [14,734,344,811]
ad-items [1114,1467,1454,1551]
ad-address: At: Jamunalia, P.O.: Old Town, Dist.- Keonjhar, Pin: 758002 (Odisha) [739,724,1065,752]
ad-vyasanagar [722,1016,1082,1436]
table-cell: Last date of e-Bid submission [1115,2097,1278,2111]
ad-heading: QUOTATION CALL NOTICE FOR PROCUREMENT OF WINDOWS SERVER OPERATING SYSTEM (CORE BASED LICENSING MODEL) FOR 32 CORES (16 CORES FOR EACH SERVER) FOR CT & GST ORGANISATION [1115,756,1453,839]
black-dot [730,2319,741,2330]
ad-date: Date: 22.06.2022 [846,1843,958,1857]
table-cell: 05 [187,1986,213,2011]
ad-heading: TENDER NOTICE No. 32 of 2022 [770,1825,1034,1843]
table-cell: 06 Nos. [626,1986,706,2011]
term-item: 3. The quotation should be submitted indicating the unit cost & price separately both in figure & words inclusive of all taxes, transportation costs and fitting and fixings. [186,2047,689,2068]
ad-advt: Advt. No.7544/NHM/HR-Out House/2021/039 [364,740,602,751]
ad-address: HP Administrative Building, Delta Square, Unit - 8, Bhubaneswar, Odisha - 751012, Email: odishagwhp3@gmail.com [1126,1658,1442,1679]
table-cell: Name of the Work [1115,1833,1278,1891]
table-cell: UPS (Luminous/Microtek/APC) [213,1986,343,2011]
list-item: 3. Bids shall be opened at 11.00 hours on 05.07.2022 in the office of the undersigned in presence of the bidders or their authorized agents. [1114,1515,1450,1538]
table-cell: SINKING OF 03 NOS. OF 200 MM X 150 MM DIA X 200MTR DEEP BOREWELLS, AT NANDANKANAN ZOOLOGICAL PARK AND STATE BOTANICAL GARDEN [759,1970,886,2061]
story3-headline: ଯୋଗ ଦିବସ ପାଳିତ [10,1018,196,1047]
ad-ref: OIPR-14088/11/0004/2223 [939,949,1072,959]
ad-title: NANDANKANAN ZOOLOGICAL PARK [753,1807,1051,1825]
table-cell: Bid Reference No., Procurement Plan Ref. No. [1115,1891,1278,1916]
list-item: 4. Other details will be available in the website tendersorissa.gov.in. [1114,1539,1440,1550]
table-cell: HP LASERJET M1005 MFP Multi Function Print Scan Copy Printer [343,1947,626,1972]
lead-dateline: ନବରଙ୍ଗପୁର,୨୩।୬(ବି.ପ୍ର.) [14,236,139,248]
table-cell: Price of Bid Document [1115,1941,1278,1955]
